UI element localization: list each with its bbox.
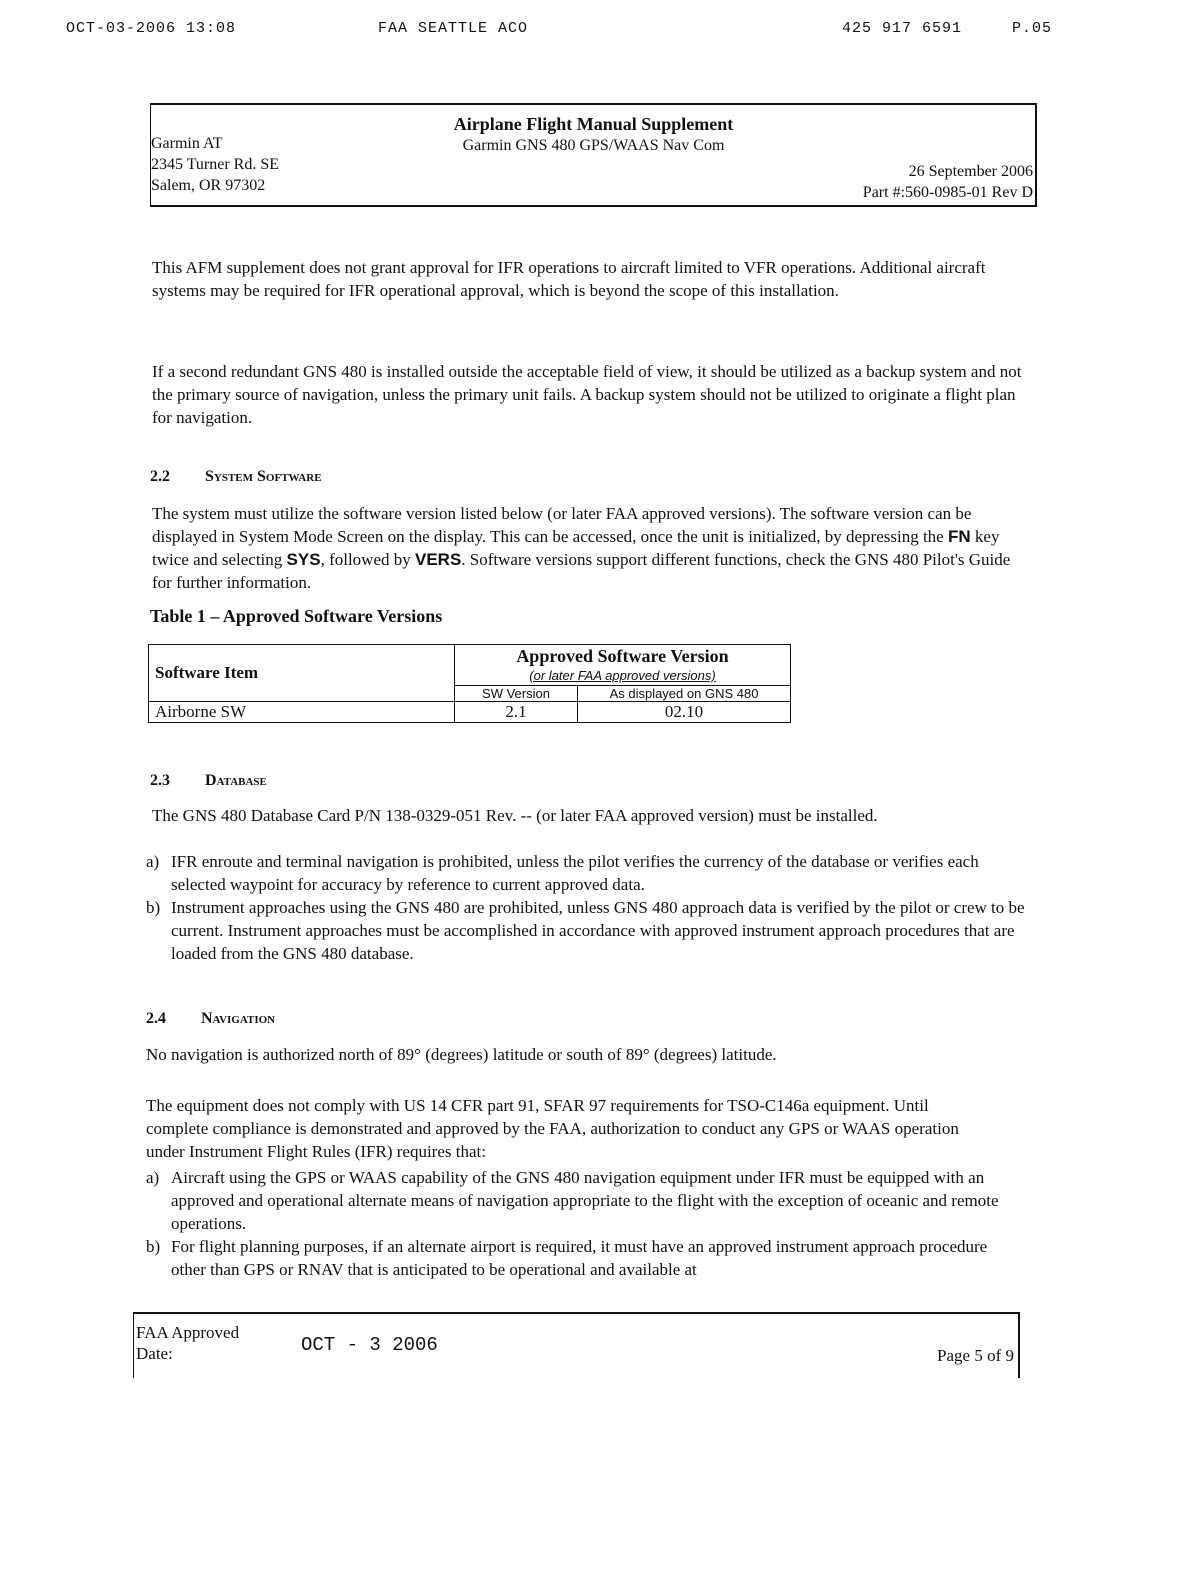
section-number: 2.3 xyxy=(150,772,170,789)
address-line: Salem, OR 97302 xyxy=(151,177,266,194)
list-text: Instrument approaches using the GNS 480 are prohibited, unless GNS 480 approach data is verified by the pilot or crew to be current. Instrument approaches must be accomplished in accordance with approved instrument approach procedures that are loaded from the GNS 480 database. xyxy=(171,898,1025,963)
subheader-displayed: As displayed on GNS 480 xyxy=(578,686,791,702)
header-approved-version xyxy=(455,645,791,686)
document-date: 26 September 2006 xyxy=(908,163,1033,180)
paragraph: The equipment does not comply with US 14 CFR part 91, SFAR 97 requirements for TSO-C146a equipment. Until complete compliance is demonstrated and approved by the FAA, authorization to conduct any GPS or WAAS operation under Instrument Flight Rules (IFR) requires that: xyxy=(146,1096,959,1161)
list-marker: b) xyxy=(146,898,161,917)
list-item xyxy=(146,1166,1016,1235)
key-label: SYS xyxy=(286,550,321,569)
text: , followed by xyxy=(320,550,415,569)
list xyxy=(146,1166,1016,1281)
paragraph: No navigation is authorized north of 89° (degrees) latitude or south of 89° (degrees) latitude. xyxy=(146,1045,777,1064)
text: . Software versions support different functions, check the GNS 480 Pilot's Guide for further information. xyxy=(152,550,1011,592)
fax-datetime: OCT-03-2006 13:08 xyxy=(66,20,237,37)
section-heading xyxy=(150,468,322,486)
cell-displayed: 02.10 xyxy=(578,702,791,723)
list-item xyxy=(146,850,1026,896)
section-title: System Software xyxy=(205,468,322,485)
table-caption: Table 1 – Approved Software Versions xyxy=(150,606,443,626)
part-number: Part #:560-0985-01 Rev D xyxy=(862,184,1033,201)
list-marker: b) xyxy=(146,1237,161,1256)
approval-date-stamp: OCT - 3 2006 xyxy=(301,1334,438,1356)
approval-footer xyxy=(133,1312,1020,1378)
subheader-sw-version: SW Version xyxy=(455,686,578,702)
document-subtitle: Garmin GNS 480 GPS/WAAS Nav Com xyxy=(462,137,725,154)
key-label: VERS xyxy=(415,550,462,569)
section-title: Navigation xyxy=(201,1010,276,1027)
list-marker: a) xyxy=(146,1168,160,1187)
section-heading xyxy=(150,772,267,790)
paragraph: If a second redundant GNS 480 is installed outside the acceptable field of view, it should be utilized as a backup system and not the primary source of navigation, unless the primary unit fails. A backup system should not be utilized to originate a flight plan for navigation. xyxy=(152,362,1022,427)
cell-version: 2.1 xyxy=(455,702,578,723)
list-marker: a) xyxy=(146,852,160,871)
company-name: Garmin AT xyxy=(151,135,223,152)
paragraph: This AFM supplement does not grant approval for IFR operations to aircraft limited to VFR operations. Additional aircraft systems may be required for IFR operational approval, which is beyond the scope of this installation. xyxy=(152,258,986,300)
company-address xyxy=(151,133,279,196)
list xyxy=(146,850,1026,965)
address-line: 2345 Turner Rd. SE xyxy=(151,156,280,173)
header-software-item: Software Item xyxy=(149,645,455,702)
header-text: Approved Software Version xyxy=(516,646,729,666)
list-text: For flight planning purposes, if an alternate airport is required, it must have an approved instrument approach procedure other than GPS or RNAV that is anticipated to be operational and available at xyxy=(171,1237,988,1279)
paragraph xyxy=(152,502,1032,594)
date-label: Date: xyxy=(136,1344,173,1363)
table-row xyxy=(149,702,791,723)
cell-item: Airborne SW xyxy=(149,702,455,723)
list-item xyxy=(146,1235,1016,1281)
list-item xyxy=(146,896,1026,965)
section-heading xyxy=(146,1010,275,1028)
software-versions-table xyxy=(148,644,791,723)
faa-approved-label: FAA Approved xyxy=(136,1323,240,1342)
paragraph: The GNS 480 Database Card P/N 138-0329-051 Rev. -- (or later FAA approved version) must be installed. xyxy=(152,806,878,825)
fax-phone: 425 917 6591 xyxy=(842,20,963,37)
text: The system must utilize the software version listed below (or later FAA approved versions). The software version can be displayed in System Mode Screen on the display. This can be accessed, once the unit is initialized, by depressing the xyxy=(152,504,972,546)
section-number: 2.4 xyxy=(146,1010,166,1027)
page-number: Page 5 of 9 xyxy=(937,1346,1014,1365)
text: key twice and selecting xyxy=(152,527,1000,569)
document-title: Airplane Flight Manual Supplement xyxy=(453,114,734,134)
document-header xyxy=(150,103,1037,207)
list-text: Aircraft using the GPS or WAAS capability of the GNS 480 navigation equipment under IFR must be equipped with an approved and operational alternate means of navigation appropriate to the flight with the exception of oceanic and remote operations. xyxy=(171,1168,999,1233)
section-number: 2.2 xyxy=(150,468,170,485)
section-title: Database xyxy=(205,772,267,789)
list-text: IFR enroute and terminal navigation is prohibited, unless the pilot verifies the currency of the database or verifies each selected waypoint for accuracy by reference to current approved data. xyxy=(171,852,979,894)
fax-page: P.05 xyxy=(1012,20,1053,37)
key-label: FN xyxy=(947,527,971,546)
fax-sender: FAA SEATTLE ACO xyxy=(378,20,529,37)
header-note: (or later FAA approved versions) xyxy=(529,668,716,683)
